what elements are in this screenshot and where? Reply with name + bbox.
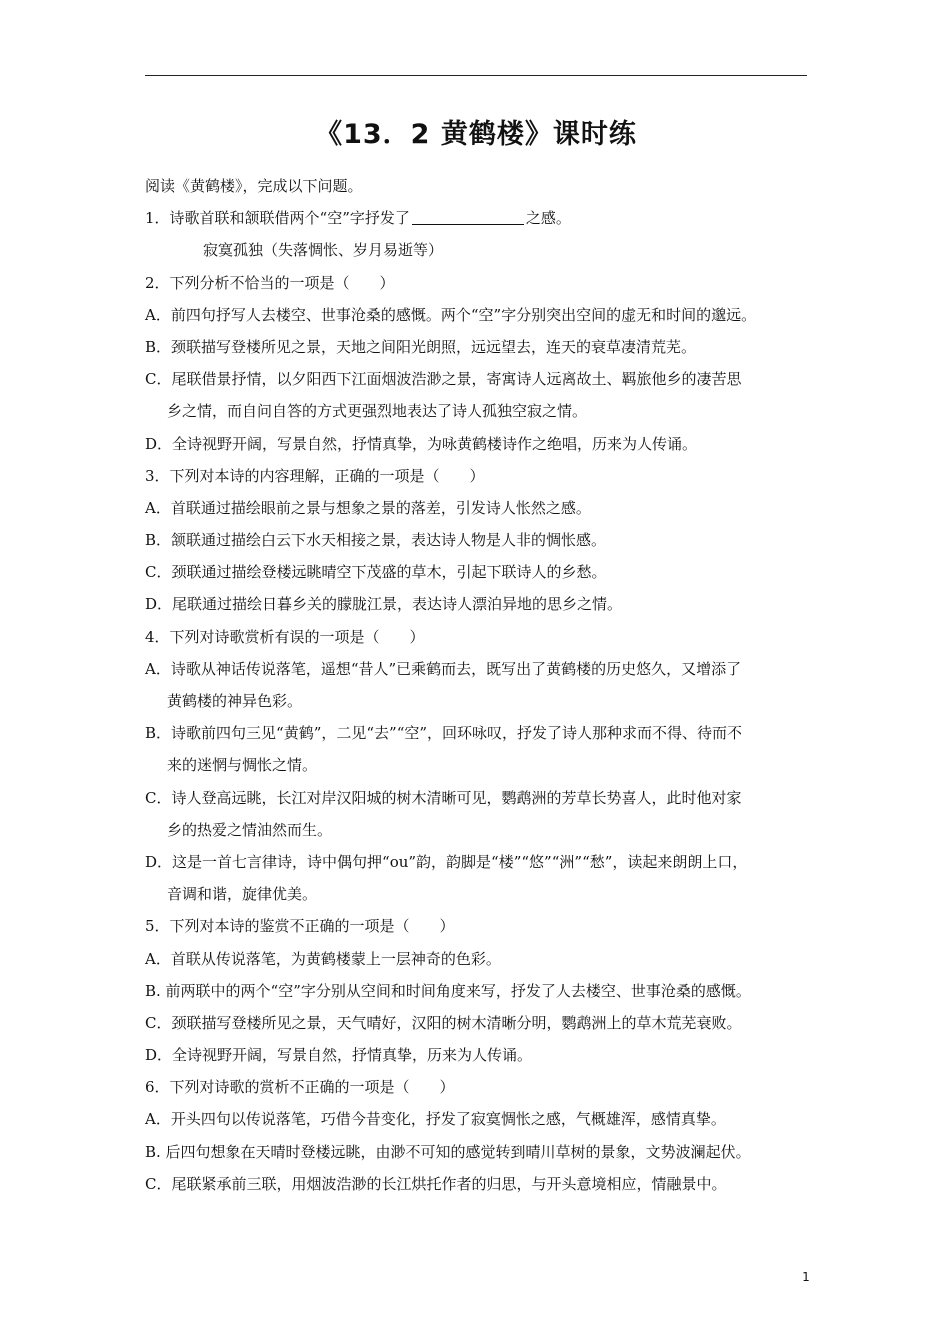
- question-1: [145, 202, 815, 234]
- question-2-stem: 2．下列分析不恰当的一项是（ ）: [145, 273, 395, 292]
- question-2-option-c: C．尾联借景抒情，以夕阳西下江面烟波浩渺之景，寄寓诗人远离故土、羁旅他乡的凄苦思: [145, 370, 742, 389]
- question-1-text-after: 之感。: [525, 209, 571, 228]
- fill-in-blank: [412, 206, 524, 225]
- intro-text: 阅读《黄鹤楼》，完成以下问题。: [145, 177, 363, 195]
- question-4-option-c-cont: 乡的热爱之情油然而生。: [167, 820, 333, 839]
- question-2-option-b: B．颈联描写登楼所见之景，天地之间阳光朗照，远远望去，连天的衰草凄清荒芜。: [145, 337, 697, 356]
- question-4-option-b: B．诗歌前四句三见“黄鹤”，二见“去”“空”，回环咏叹，抒发了诗人那种求而不得、待而不: [145, 724, 743, 743]
- header-rule: [145, 75, 807, 76]
- page-title: 《13．2 黄鹤楼》课时练: [315, 119, 637, 150]
- question-5-option-c: C．颈联描写登楼所见之景，天气晴好，汉阳的树木清晰分明，鹦鹉洲上的草木荒芜衰败。: [145, 1013, 742, 1032]
- question-2-option-c-cont: 乡之情，而自问自答的方式更强烈地表达了诗人孤独空寂之情。: [167, 402, 588, 421]
- question-3-option-a: A．首联通过描绘眼前之景与想象之景的落差，引发诗人怅然之感。: [145, 498, 591, 517]
- question-4-stem: 4．下列对诗歌赏析有误的一项是（ ）: [145, 627, 425, 646]
- question-3-option-b: B．颔联通过描绘白云下水天相接之景，表达诗人物是人非的惆怅感。: [145, 531, 607, 550]
- question-5-option-b: B. 前两联中的两个“空”字分别从空间和时间角度来写，抒发了人去楼空、世事沧桑的感慨。: [145, 981, 751, 1000]
- question-4-option-b-cont: 来的迷惘与惆怅之情。: [167, 756, 318, 775]
- question-6-option-b: B. 后四句想象在天晴时登楼远眺，由渺不可知的感觉转到晴川草树的景象，文势波澜起伏。: [145, 1142, 751, 1161]
- document-body: [145, 170, 815, 1200]
- question-6-option-a: A．开头四句以传说落笔，巧借今昔变化，抒发了寂寞惆怅之感，气概雄浑，感情真挚。: [145, 1110, 726, 1129]
- question-5-option-a: A．首联从传说落笔，为黄鹤楼蒙上一层神奇的色彩。: [145, 949, 501, 968]
- question-4-option-a: A．诗歌从神话传说落笔，遥想“昔人”已乘鹤而去，既写出了黄鹤楼的历史悠久，又增添了: [145, 659, 742, 678]
- question-6-stem: 6．下列对诗歌的赏析不正确的一项是（ ）: [145, 1078, 455, 1097]
- question-2-option-d: D．全诗视野开阔，写景自然，抒情真挚，为咏黄鹤楼诗作之绝唱，历来为人传诵。: [145, 434, 698, 453]
- question-3-option-d: D．尾联通过描绘日暮乡关的朦胧江景，表达诗人漂泊异地的思乡之情。: [145, 595, 623, 614]
- question-6-option-c: C．尾联紧承前三联，用烟波浩渺的长江烘托作者的归思，与开头意境相应，情融景中。: [145, 1174, 727, 1193]
- question-3-option-c: C．颈联通过描绘登楼远眺晴空下茂盛的草木，引起下联诗人的乡愁。: [145, 563, 607, 582]
- question-4-option-d-cont: 音调和谐，旋律优美。: [167, 885, 318, 904]
- page-number: 1: [802, 1270, 810, 1284]
- question-5-stem: 5．下列对本诗的鉴赏不正确的一项是（ ）: [145, 917, 455, 936]
- question-4-option-d: D．这是一首七言律诗，诗中偶句押“ou”韵，韵脚是“楼”“悠”“洲”“愁”，读起来朗朗上口，: [145, 852, 748, 871]
- question-3-stem: 3．下列对本诗的内容理解，正确的一项是（ ）: [145, 466, 485, 485]
- question-4-option-a-cont: 黄鹤楼的神异色彩。: [167, 692, 303, 710]
- question-5-option-d: D．全诗视野开阔，写景自然，抒情真挚，历来为人传诵。: [145, 1046, 533, 1065]
- question-2-option-a: A．前四句抒写人去楼空、世事沧桑的感慨。两个“空”字分别突出空间的虚无和时间的邈远。: [145, 305, 757, 324]
- question-1-answer: 寂寞孤独（失落惆怅、岁月易逝等）: [203, 241, 444, 260]
- question-1-text-before: 1．诗歌首联和颔联借两个“空”字抒发了: [145, 209, 410, 228]
- question-4-option-c: C．诗人登高远眺，长江对岸汉阳城的树木清晰可见，鹦鹉洲的芳草长势喜人，此时他对家: [145, 788, 742, 807]
